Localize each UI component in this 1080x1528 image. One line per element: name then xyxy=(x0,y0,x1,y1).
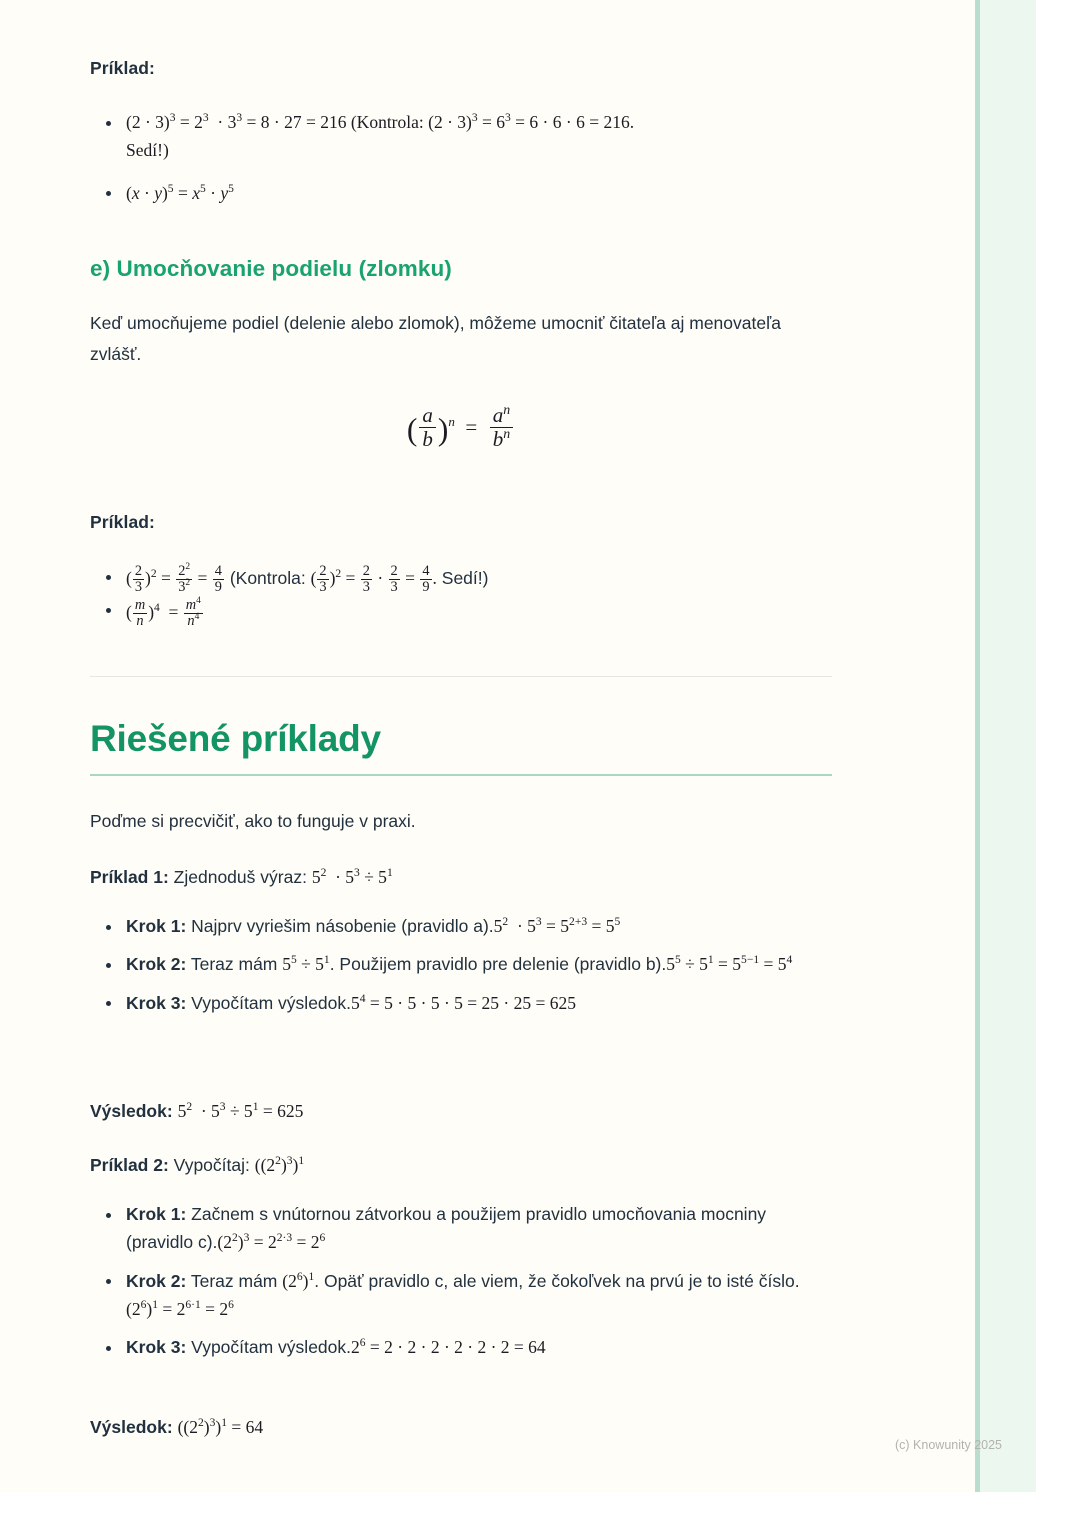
solved-example-1-steps xyxy=(90,912,832,1017)
math-step-2-3: $2^6 = 2 \cdot 2 \cdot 2 \cdot 2 \cdot 2 \cdot 2 = 64$ xyxy=(351,1337,546,1358)
page-title-underline xyxy=(90,774,832,776)
list-item xyxy=(90,596,832,630)
math-quotient-power-check: ( $\frac{2}{3}$ )$^2$ = $\frac{2}{3}$ · $\frac{2}{3}$ = $\frac{4}{9}$ . xyxy=(310,563,437,596)
step-label: Krok 3: xyxy=(126,1337,187,1358)
math-example-1-result: $5^2 \cdot 5^3 \div 5^1 = 625$ xyxy=(177,1101,304,1121)
example-1-label: Príklad 1: xyxy=(90,867,169,887)
solved-example-2-result xyxy=(90,1412,832,1443)
list-item: Krok 1: Najprv vyriešim násobenie (pravidlo $a).5^2 \cdot 5^3 = 5^{2+3} = 5^5$ xyxy=(90,912,832,940)
step-label: Krok 2: xyxy=(126,954,187,975)
solved-example-2-statement: Príklad 2: Vypočítaj: $((2^2)^3)^1$ xyxy=(90,1155,305,1175)
solved-intro-paragraph: Poďme si precvičiť, ako to funguje v praxi. xyxy=(90,811,416,831)
list-item xyxy=(90,108,832,165)
step-label: Krok 1: xyxy=(126,916,187,936)
solved-example-1-result xyxy=(90,1096,832,1127)
math-step-1-2b: $5^5 \div 5^1 = 5^{5-1} = 5^4$ xyxy=(666,954,793,975)
math-example-2-expression: $((2^2)^3)^1$ xyxy=(254,1155,305,1175)
section-e-paragraph: Keď umocňujeme podiel (delenie alebo zlomok), môžeme umocniť čitateľa aj menovateľa zvlášť. xyxy=(90,313,781,365)
math-step-2-2a: $(2^6)^1$ xyxy=(282,1270,315,1291)
math-step-2-2b: $(2^6)^1 = 2^{6\cdot 1} = 2^6$ xyxy=(126,1299,234,1320)
list-item xyxy=(90,179,832,207)
result-label: Výsledok: xyxy=(90,1101,173,1121)
example-list-section-e xyxy=(90,562,832,629)
math-example-2-result: $((2^2)^3)^1 = 64$ xyxy=(177,1417,264,1437)
math-quotient-power-numeric: ( $\frac{2}{3}$ )$^2$ = $\frac{2^2}{3^2}$ = $\frac{4}{9}$ xyxy=(126,562,222,596)
example-list-top xyxy=(90,108,832,207)
list-item: ( $\frac{2}{3}$ )$^2$ = $\frac{2^2}{3^2}$ = $\frac{4}{9}$ (Kontrola: ( $\frac{2}{3}$ )$^2$ = $\frac{2}{3}$ · $\frac{2}{3}$ = $\frac{4}{9}$ . Sedí!) xyxy=(90,562,832,596)
math-product-power-numeric: $(2 \cdot 3)^3 = 2^3 \cdot 3^3 = 8 \cdot 27 = 216$ (Kontrola: $(2 \cdot 3)^3 = 6^3 = 6 \cdot 6 \cdot 6 = 216$. xyxy=(126,112,635,132)
step-label: Krok 3: xyxy=(126,992,187,1013)
example-2-label: Príklad 2: xyxy=(90,1155,169,1175)
solved-example-1-statement: Príklad 1: Zjednoduš výraz: $5^2 \cdot 5^3 \div 5^1$ xyxy=(90,867,393,887)
math-quotient-power-symbolic: ( $\frac{m}{n}$ )$^4$ = $\frac{m^4}{n^4}$ xyxy=(126,596,201,629)
math-product-power-numeric-cont: Sedí!) xyxy=(126,140,169,161)
example-label-section-e: Príklad: xyxy=(90,512,155,532)
right-green-band xyxy=(980,0,1036,1492)
result-label: Výsledok: xyxy=(90,1417,173,1437)
example-label-top: Príklad: xyxy=(90,58,155,78)
section-heading-e: e) Umocňovanie podielu (zlomku) xyxy=(90,256,452,281)
list-item: Krok 2: Teraz mám $(2^6)^1$. Opäť pravidlo c, ale viem, že čokoľvek na prvú je to isté $číslo.(2^6)^1 = 2^{6\cdot 1} = 2^6$ xyxy=(90,1267,832,1324)
copyright-watermark: (c) Knowunity 2025 xyxy=(895,1438,1003,1452)
section-divider xyxy=(90,676,832,677)
list-item: Krok 3: Vypočítam $výsledok.2^6 = 2 \cdot 2 \cdot 2 \cdot 2 \cdot 2 \cdot 2 = 64$ xyxy=(90,1333,832,1361)
math-product-power-symbolic: $(x \cdot y)^5 = x^5 \cdot y^5$ xyxy=(126,182,234,203)
math-step-1-2a: $5^5 \div 5^1$ xyxy=(282,954,330,975)
list-item: Krok 1: Začnem s vnútornou zátvorkou a použijem pravidlo umocňovania mocniny (pravidlo $c).(2^2)^3 = 2^{2\cdot 3} = 2^6$ xyxy=(90,1200,832,1257)
solved-example-2-steps xyxy=(90,1200,832,1362)
display-formula-quotient-power: ( $\frac{a}{b}$ )$^n$ = $\frac{a^n}{b^n}$ xyxy=(90,404,832,450)
math-example-1-expression: $5^2 \cdot 5^3 \div 5^1$ xyxy=(311,867,393,887)
list-item: Krok 3: Vypočítam $výsledok.5^4 = 5 \cdot 5 \cdot 5 \cdot 5 = 25 \cdot 25 = 625$ xyxy=(90,989,832,1017)
step-label: Krok 1: xyxy=(126,1204,187,1224)
list-item: Krok 2: Teraz mám $5^5 \div 5^1$. Použijem pravidlo pre delenie (pravidlo $b).5^5 \div 5^1 = 5^{5-1} = 5^4$ xyxy=(90,950,832,978)
math-step-2-1: $(2^2)^3 = 2^{2\cdot 3} = 2^6$ xyxy=(217,1232,326,1253)
page-title-solved-examples: Riešené príklady xyxy=(90,718,381,759)
math-step-1-3: $5^4 = 5 \cdot 5 \cdot 5 \cdot 5 = 25 \cdot 25 = 625$ xyxy=(351,992,576,1013)
step-label: Krok 2: xyxy=(126,1270,187,1291)
math-step-1-1: $5^2 \cdot 5^3 = 5^{2+3} = 5^5$ xyxy=(493,916,621,936)
